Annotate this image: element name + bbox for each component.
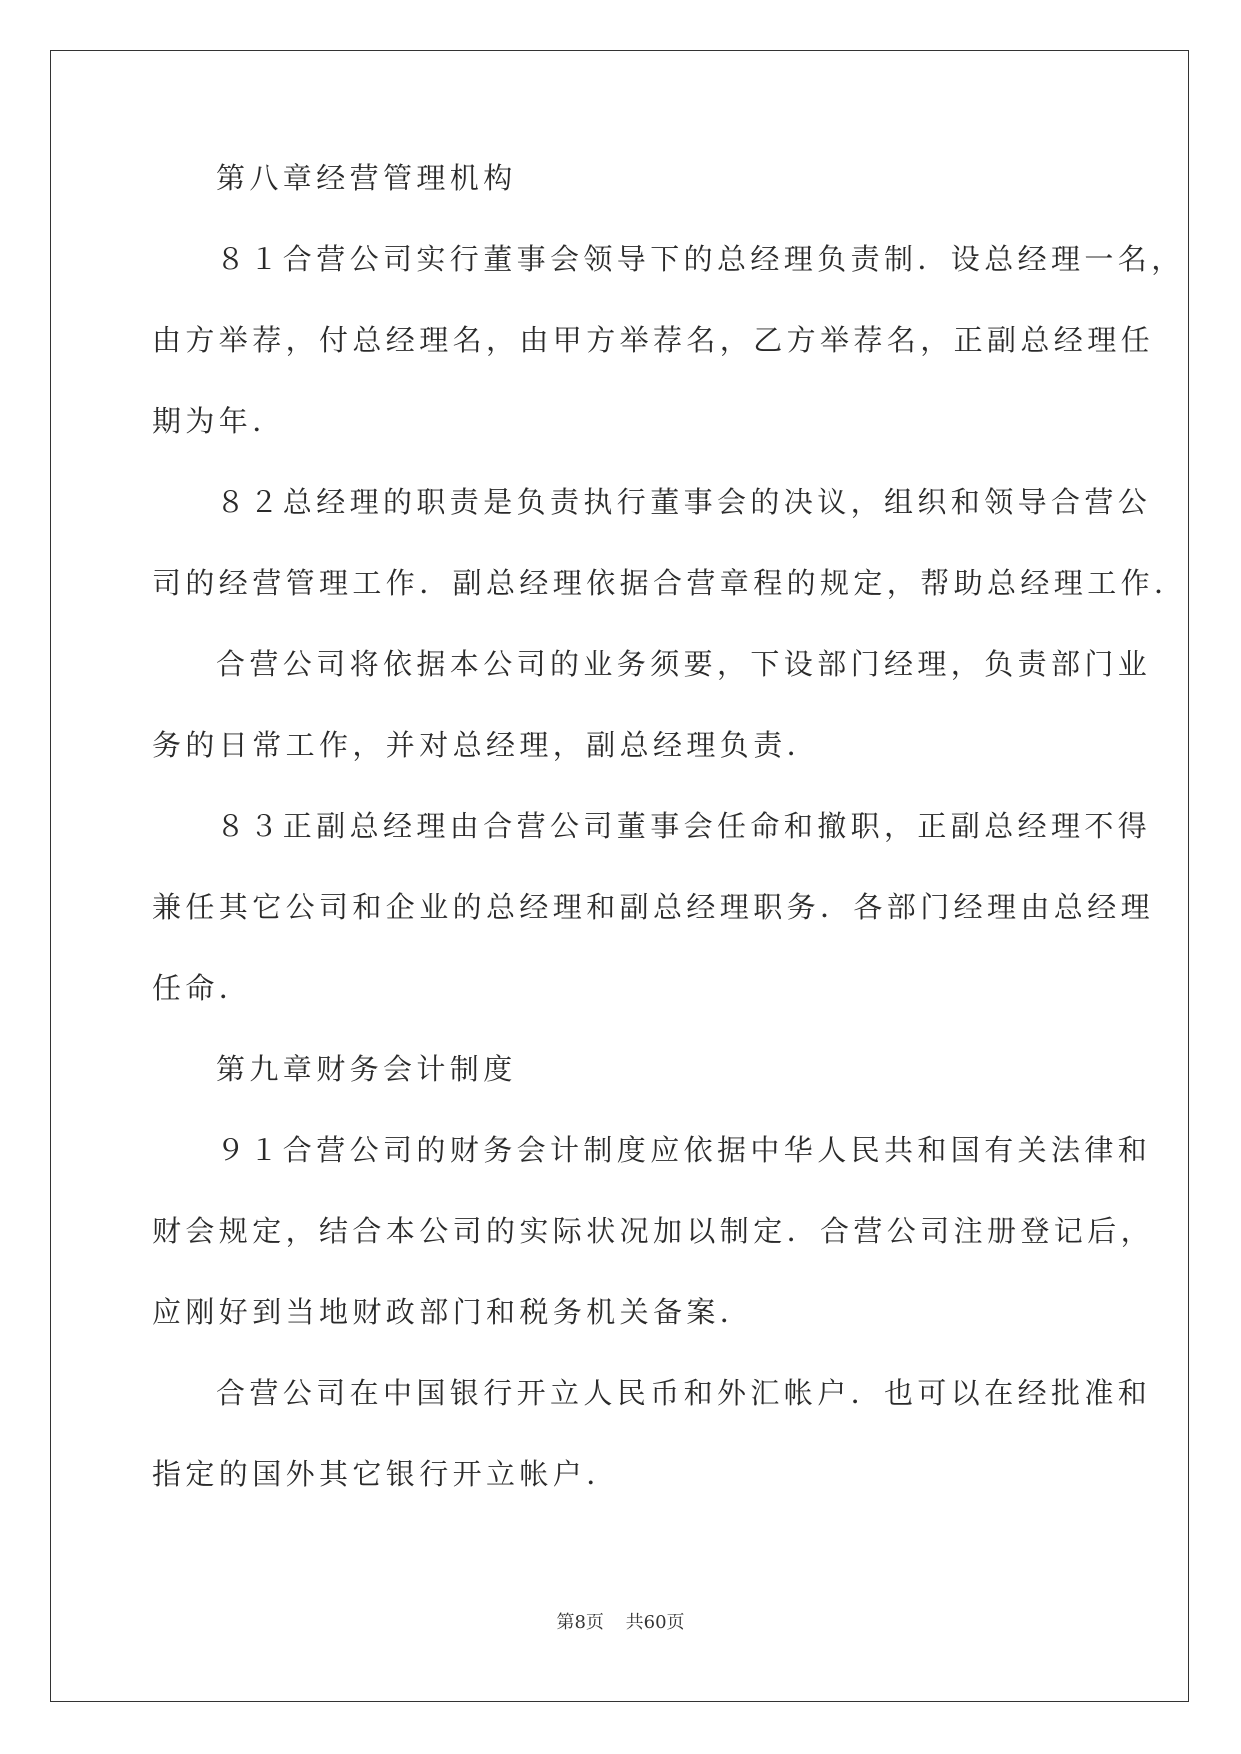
paragraph-line: 司的经营管理工作．副总经理依据合营章程的规定，帮助总经理工作．	[152, 566, 1188, 600]
document-body	[152, 160, 1188, 1537]
chapter-heading: 第九章财务会计制度	[216, 1052, 517, 1086]
paragraph-line: 务的日常工作，并对总经理，副总经理负责．	[152, 728, 821, 762]
total-pages-label: 共60页	[625, 1612, 685, 1633]
chapter-heading: 第八章经营管理机构	[216, 161, 517, 195]
paragraph-line: 指定的国外其它银行开立帐户．	[152, 1457, 620, 1491]
paragraph-line: 由方举荐，付总经理名，由甲方举荐名，乙方举荐名，正副总经理任	[152, 323, 1155, 357]
paragraph-line: 合营公司将依据本公司的业务须要，下设部门经理，负责部门业	[216, 647, 1152, 681]
paragraph-line: ８２总经理的职责是负责执行董事会的决议，组织和领导合营公	[216, 485, 1152, 519]
paragraph-line: 合营公司在中国银行开立人民币和外汇帐户．也可以在经批准和	[216, 1376, 1152, 1410]
paragraph-line: ９１合营公司的财务会计制度应依据中华人民共和国有关法律和	[216, 1133, 1152, 1167]
paragraph-line: 财会规定，结合本公司的实际状况加以制定．合营公司注册登记后，	[152, 1214, 1155, 1248]
page-footer	[0, 1612, 1241, 1634]
paragraph-line: ８３正副总经理由合营公司董事会任命和撤职，正副总经理不得	[216, 809, 1152, 843]
paragraph-line: ８１合营公司实行董事会领导下的总经理负责制．设总经理一名，	[216, 242, 1185, 276]
paragraph-line: 期为年．	[152, 404, 286, 438]
paragraph-line: 应刚好到当地财政部门和税务机关备案．	[152, 1295, 754, 1329]
current-page-label: 第8页	[556, 1612, 604, 1633]
paragraph-line: 任命．	[152, 971, 253, 1005]
paragraph-line: 兼任其它公司和企业的总经理和副总经理职务．各部门经理由总经理	[152, 890, 1155, 924]
